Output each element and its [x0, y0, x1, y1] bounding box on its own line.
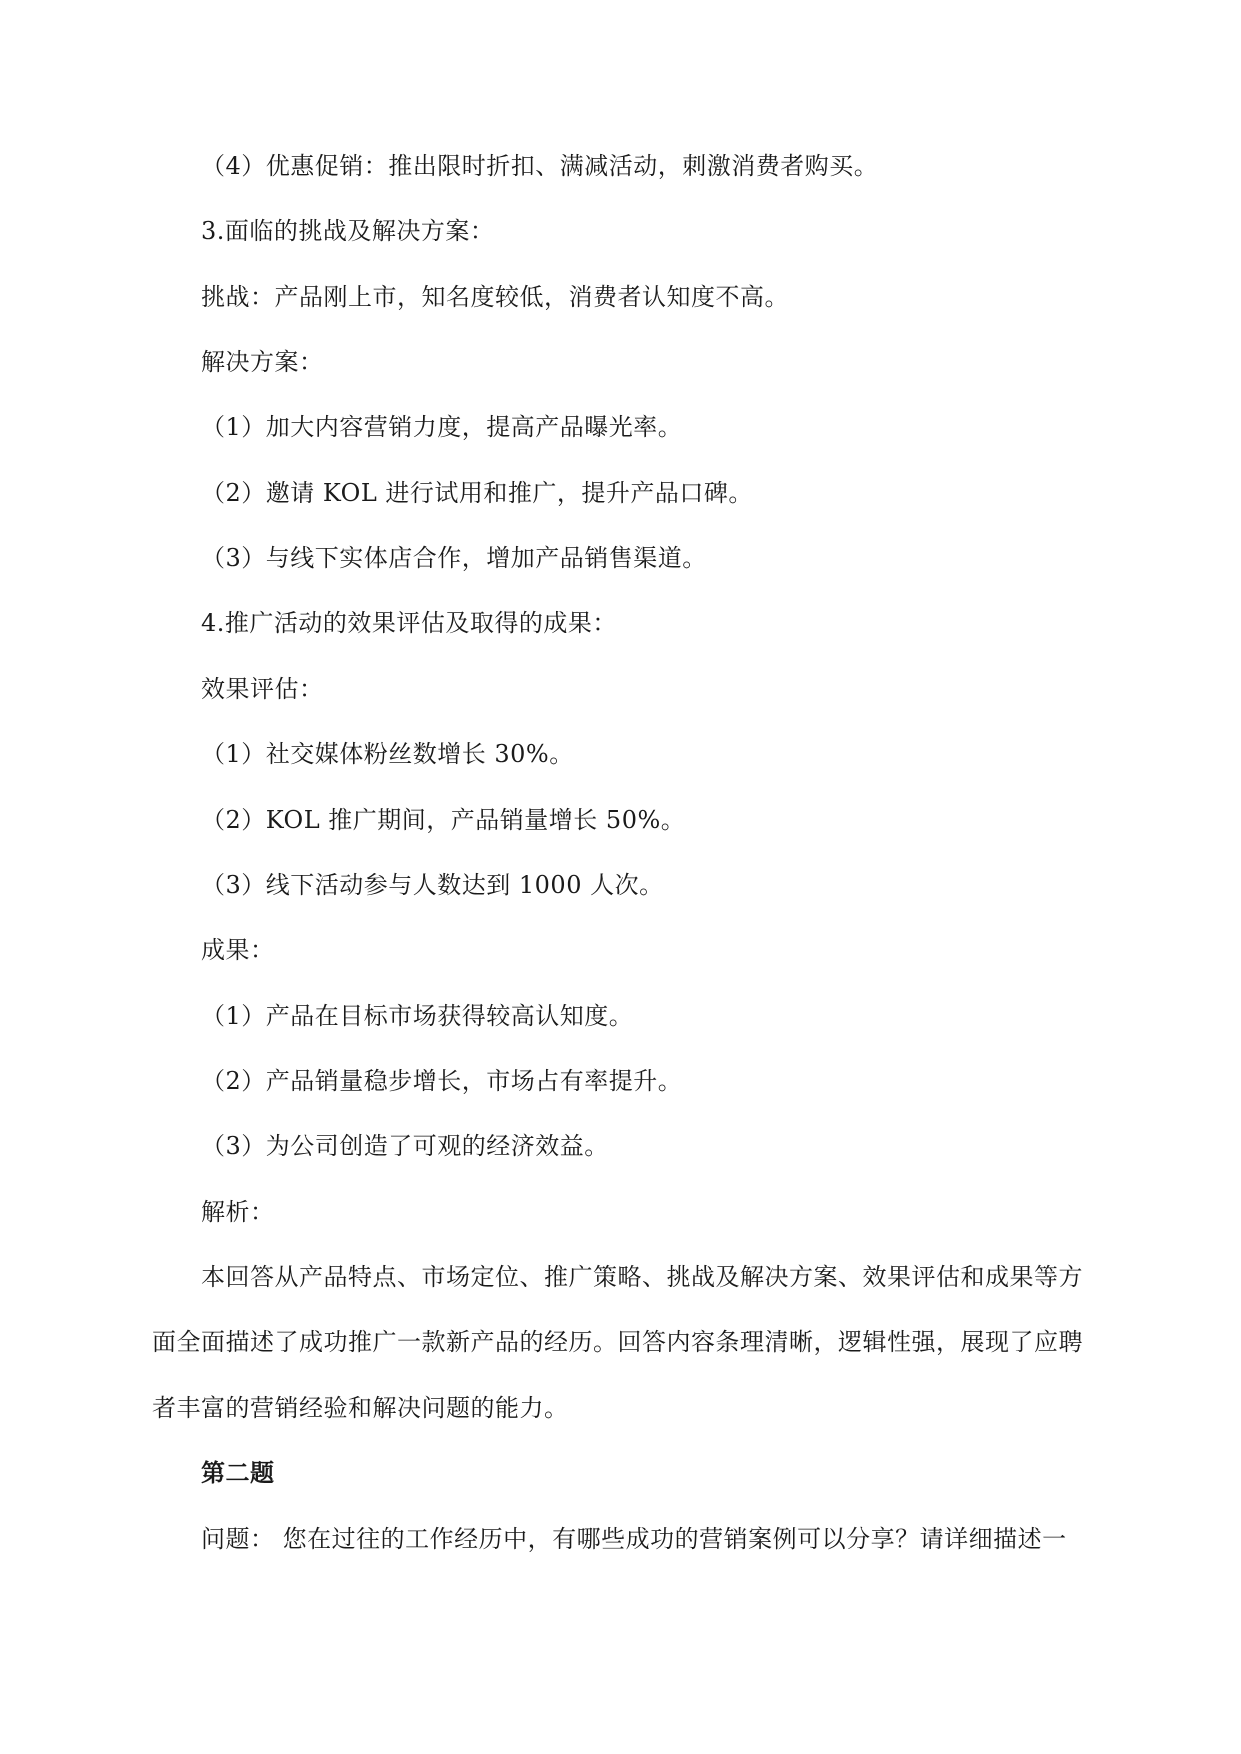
evaluation-item-3: （3）线下活动参与人数达到 1000 人次。 [201, 871, 664, 899]
question-2-text: 问题： 您在过往的工作经历中，有哪些成功的营销案例可以分享？请详细描述一 [201, 1525, 1067, 1553]
challenge-text: 挑战：产品刚上市，知名度较低，消费者认知度不高。 [201, 283, 789, 311]
solutions-label: 解决方案： [201, 348, 324, 376]
evaluation-label: 效果评估： [201, 675, 324, 703]
result-item-1: （1）产品在目标市场获得较高认知度。 [201, 1002, 634, 1030]
solution-item-1: （1）加大内容营销力度，提高产品曝光率。 [201, 413, 683, 441]
solution-item-2: （2）邀请 KOL 进行试用和推广，提升产品口碑。 [201, 479, 753, 507]
analysis-paragraph-line-2: 面全面描述了成功推广一款新产品的经历。回答内容条理清晰，逻辑性强，展现了应聘 [152, 1328, 1083, 1356]
section-heading-evaluation: 4.推广活动的效果评估及取得的成果： [201, 609, 617, 637]
result-item-2: （2）产品销量稳步增长，市场占有率提升。 [201, 1067, 683, 1095]
solution-item-3: （3）与线下实体店合作，增加产品销售渠道。 [201, 544, 707, 572]
result-item-3: （3）为公司创造了可观的经济效益。 [201, 1132, 609, 1160]
results-label: 成果： [201, 936, 275, 964]
evaluation-item-1: （1）社交媒体粉丝数增长 30%。 [201, 740, 574, 768]
question-2-heading: 第二题 [201, 1458, 275, 1487]
evaluation-item-2: （2）KOL 推广期间，产品销量增长 50%。 [201, 806, 686, 834]
analysis-label: 解析： [201, 1198, 275, 1226]
section-heading-challenges: 3.面临的挑战及解决方案： [201, 217, 495, 245]
promotion-item-4: （4）优惠促销：推出限时折扣、满减活动，刺激消费者购买。 [201, 152, 879, 180]
analysis-paragraph-line-1: 本回答从产品特点、市场定位、推广策略、挑战及解决方案、效果评估和成果等方 [201, 1263, 1083, 1291]
analysis-paragraph-line-3: 者丰富的营销经验和解决问题的能力。 [152, 1394, 569, 1422]
